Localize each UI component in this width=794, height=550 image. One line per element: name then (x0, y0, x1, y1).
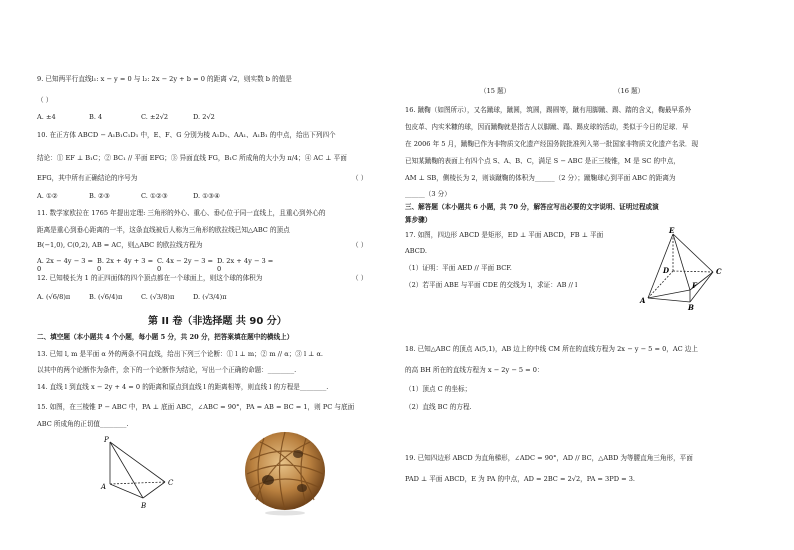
fig16-caption: （16 题） (614, 87, 645, 95)
part2-title: 第 II 卷（非选择题 共 90 分） (148, 316, 287, 327)
q12-option-d: D. (√3/4)π (193, 293, 227, 301)
q12-option-a: A. (√6/8)π (37, 293, 71, 301)
q10-option-d: D. ①③④ (193, 192, 220, 200)
q10-line3: EFG，其中所有正确结论的序号为 (37, 174, 138, 182)
q17-line1: 17. 如图，四边形 ABCD 是矩形，ED ⊥ 平面 ABCD，FB ⊥ 平面 (405, 231, 604, 239)
q16-line5: AM ⊥ SB，侧棱长为 2，则该蹴鞠的体积为______（2 分）；蹴鞠球心到平面 ABC 的距离为 (405, 174, 676, 182)
q13-line2: 以其中的两个论断作为条件，余下的一个论断作为结论，写出一个正确的命题：________. (37, 366, 297, 374)
q15-line1: 15. 如图，在三棱锥 P − ABC 中，PA ⊥ 底面 ABC，∠ABC = 90°，PA = AB = BC = 1，则 PC 与底面 (37, 403, 355, 411)
q16-line4: 已知某蹴鞠的表面上有四个点 S、A、B、C，满足 S − ABC 是正三棱锥，M 是 SC 的中点， (405, 157, 680, 165)
q17-part2: （2）若平面 ABE 与平面 CDE 的交线为 l，求证：AB // l (405, 281, 578, 289)
edge-ac (110, 482, 165, 484)
q10-paren: （ ） (352, 174, 368, 182)
q16-line2: 包皮革、内实米糠的球，因而蹴鞠就是指古人以脚蹴、蹋、踢皮球的活动，类似于今日的足球．早 (405, 123, 689, 131)
edge-ab (110, 484, 143, 498)
q11-option-b: B. 2x + 4y + 3 = 0 (97, 257, 154, 274)
cuju-ball-image (240, 430, 330, 516)
q9-option-c: C. ±2√2 (141, 113, 169, 121)
label-d: D (663, 266, 670, 275)
q17-solid-figure (636, 226, 736, 310)
q9-options (37, 113, 245, 121)
q10-options (37, 192, 245, 200)
q15-pyramid-figure (95, 434, 195, 512)
label-p: P (104, 436, 109, 444)
section2-title: 二、填空题（本小题共 4 个小题，每小题 5 分，共 20 分，把答案填在题中的横线上） (37, 333, 294, 341)
q17-line2: ABCD. (405, 247, 427, 255)
q14: 14. 直线 l 到直线 x − 2y + 4 = 0 的距离和原点到直线 l 的距离相等，则直线 l 的方程是________. (37, 383, 329, 391)
section3-title: 三、解答题（本小题共 6 小题，共 70 分，解答应写出必要的文字说明、证明过程或演 (405, 203, 659, 211)
edge-ab (648, 298, 690, 302)
q11-line3: B(−1,0), C(0,2), AB = AC，则△ABC 的欧拉线方程为 (37, 241, 203, 249)
label-e: E (669, 226, 675, 235)
edge-bc (143, 482, 165, 498)
q9-line1: 9. 已知两平行直线l₁: x − y = 0 与 l₂: 2x − 2y + b = 0 的距离 √2，则实数 b 的值是 (37, 75, 292, 83)
q13-line1: 13. 已知 l, m 是平面 α 外的两条不同直线，给出下列三个论断：① l ⊥ m；② m // α；③ l ⊥ α. (37, 350, 324, 358)
q16-line1: 16. 蹴鞠（如图所示），又名蹴球，蹴圆，筑圆，踢圆等，蹴有用脚蹴、踢、踏的含义，鞠最早系外 (405, 106, 692, 114)
q12-option-b: B. (√6/4)π (89, 293, 123, 301)
q16-line6: ______（3 分） (405, 190, 451, 198)
edge-pb (110, 442, 143, 498)
label-a: A (640, 296, 646, 305)
q19-line2: PAD ⊥ 平面 ABCD，E 为 PA 的中点，AD = 2BC = 2√2，PA = 3PD = 3. (405, 475, 635, 483)
label-f: F (692, 281, 697, 290)
label-a: A (101, 483, 107, 491)
q11-option-c: C. 4x − 2y − 3 = 0 (157, 257, 214, 274)
q18-part1: （1）顶点 C 的坐标； (405, 385, 472, 393)
q9-option-b: B. 4 (89, 113, 103, 121)
q16-line3: 在 2006 年 5 月，蹴鞠已作为非物质文化遗产经国务院批准列入第一批国家非物质文化遗产名录．现 (405, 140, 699, 148)
q15-line2: ABC 所成角的正切值________. (37, 420, 129, 428)
q11-option-a: A. 2x − 4y − 3 = 0 (37, 257, 94, 274)
q10-line2: 结论：① EF ⊥ B₁C；② BC₁ // 平面 EFG；③ 异面直线 FG，B₁C 所成角的大小为 π/4；④ AC ⊥ 平面 (37, 154, 347, 162)
q10-option-c: C. ①②③ (141, 192, 168, 200)
q11-options (37, 257, 277, 273)
q12-option-c: C. (√3/8)π (141, 293, 175, 301)
fig15-caption: （15 题） (480, 87, 511, 95)
q18-line1: 18. 已知△ABC 的顶点 A(5,1)，AB 边上的中线 CM 所在的直线方程为 2x − y − 5 = 0，AC 边上 (405, 345, 698, 353)
label-c: C (716, 267, 722, 276)
label-b: B (141, 502, 147, 510)
q12-paren: （ ） (352, 274, 368, 282)
q17-part1: （1）证明：平面 AED // 平面 BCF. (405, 264, 512, 272)
q12-options (37, 293, 245, 301)
q10-line1: 10. 在正方体 ABCD − A₁B₁C₁D₁ 中，E、F、G 分别为棱 A₁D₁、AA₁、A₁B₁ 的中点，给出下列四个 (37, 131, 336, 139)
edge-ea (648, 234, 673, 298)
q9-option-d: D. 2√2 (193, 113, 215, 121)
edge-af (648, 290, 690, 298)
q11-paren: （ ） (352, 241, 368, 249)
edge-dc (673, 271, 713, 272)
q10-option-b: B. ②③ (89, 192, 110, 200)
q11-line2: 距离是重心到垂心距离的一半，这条直线被后人称为三角形的欧拉线已知△ABC 的顶点 (37, 226, 290, 234)
q9-paren: （ ） (37, 96, 53, 104)
label-b: B (688, 303, 694, 310)
edge-pc (110, 442, 165, 482)
q12-line1: 12. 已知棱长为 1 的正四面体的四个顶点都在一个球面上，则这个球的体积为 (37, 274, 263, 282)
q18-part2: （2）直线 BC 的方程. (405, 403, 472, 411)
q19-line1: 19. 已知四边形 ABCD 为直角梯形，∠ADC = 90°，AD // BC，△ABD 为等腰直角三角形，平面 (405, 454, 693, 462)
label-c: C (168, 479, 174, 487)
q9-option-a: A. ±4 (37, 113, 56, 121)
q10-option-a: A. ①② (37, 192, 58, 200)
section3-title-cont: 算步骤） (405, 216, 432, 224)
q11-option-d: D. 2x + 4y − 3 = 0 (217, 257, 274, 274)
q18-line2: 的高 BH 所在的直线方程为 x − 2y − 5 = 0： (405, 366, 544, 374)
q11-line1: 11. 数学家欧拉在 1765 年提出定理: 三角形的外心、重心、垂心位于同一直线上，且重心到外心的 (37, 209, 326, 217)
